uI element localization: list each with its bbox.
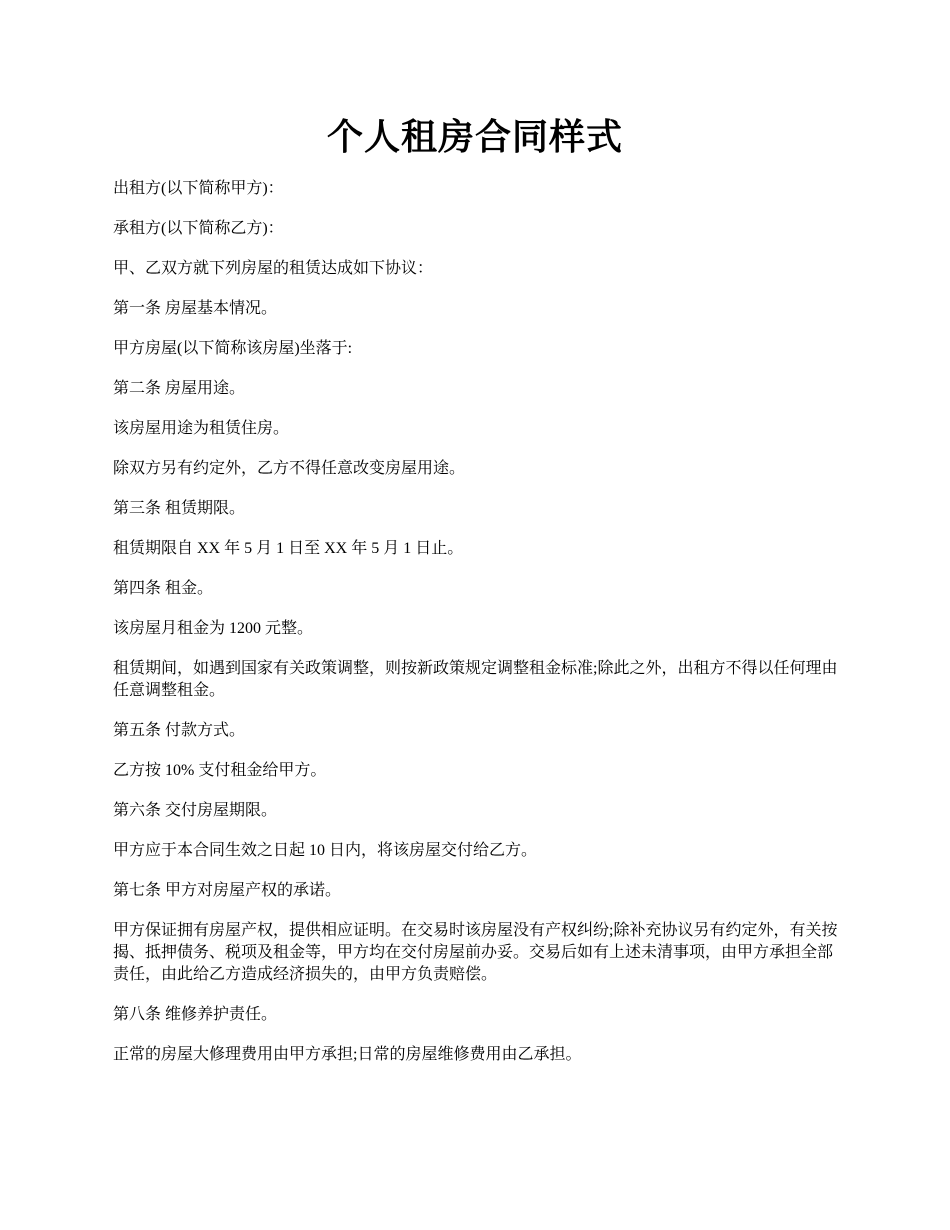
article-heading: 第四条 租金。 (113, 580, 214, 597)
paragraph: 正常的房屋大修理费用由甲方承担;日常的房屋维修费用由乙承担。 (113, 1046, 582, 1063)
document-title: 个人租房合同样式 (326, 116, 623, 158)
party-b-line: 承租方(以下简称乙方)： (113, 220, 284, 237)
paragraph: 甲方保证拥有房屋产权，提供相应证明。在交易时该房屋没有产权纠纷;除补充协议另有约定外，有关按揭、抵押债务、税项及租金等，甲方均在交付房屋前办妥。交易后如有上述未清事项，由甲方承担全部责任，由此给乙方造成经济损失的，由甲方负责赔偿。 (113, 922, 838, 983)
paragraph: 租赁期间，如遇到国家有关政策调整，则按新政策规定调整租金标准;除此之外，出租方不得以任何理由任意调整租金。 (113, 660, 838, 699)
paragraph: 租赁期限自 XX 年 5 月 1 日至 XX 年 5 月 1 日止。 (113, 540, 464, 557)
paragraph: 甲方房屋(以下简称该房屋)坐落于: (113, 340, 353, 357)
paragraph: 乙方按 10% 支付租金给甲方。 (113, 762, 327, 779)
article-heading: 第二条 房屋用途。 (113, 380, 246, 397)
paragraph: 甲方应于本合同生效之日起 10 日内，将该房屋交付给乙方。 (113, 842, 538, 859)
article-heading: 第五条 付款方式。 (113, 722, 246, 739)
party-a-line: 出租方(以下简称甲方)： (113, 180, 284, 197)
document-body (113, 178, 843, 1084)
article-heading: 第六条 交付房屋期限。 (113, 802, 278, 819)
article-heading: 第一条 房屋基本情况。 (113, 300, 278, 317)
paragraph: 该房屋用途为租赁住房。 (113, 420, 290, 437)
article-heading: 第八条 维修养护责任。 (113, 1006, 278, 1023)
article-heading: 第七条 甲方对房屋产权的承诺。 (113, 882, 342, 899)
paragraph: 除双方另有约定外，乙方不得任意改变房屋用途。 (113, 460, 466, 477)
agreement-intro: 甲、乙双方就下列房屋的租赁达成如下协议： (113, 260, 434, 277)
article-heading: 第三条 租赁期限。 (113, 500, 246, 517)
paragraph: 该房屋月租金为 1200 元整。 (113, 620, 314, 637)
